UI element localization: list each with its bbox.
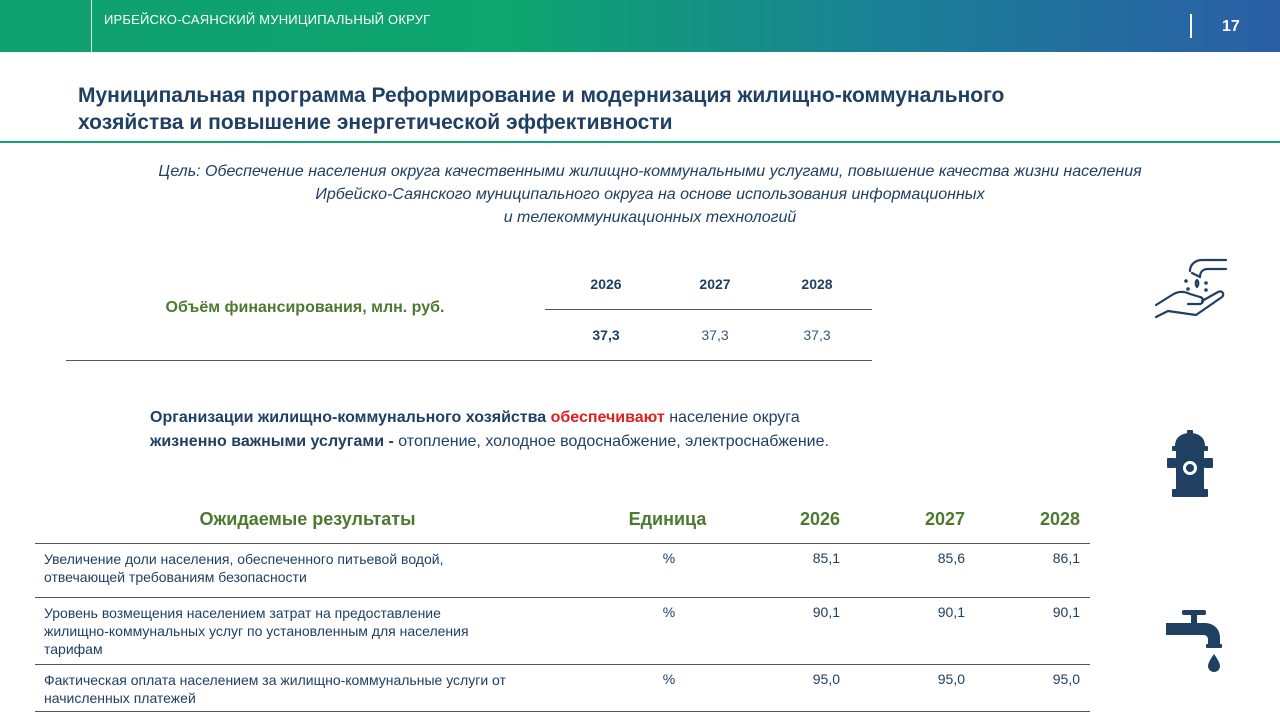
financing-bottom-rule (66, 360, 872, 361)
result-name-line: Фактическая оплата населением за жилищно-коммунальные услуги от (44, 672, 506, 688)
organizations-text (150, 406, 1110, 454)
result-name (44, 604, 584, 658)
results-header-year-3: 2028 (1039, 509, 1080, 529)
result-unit: % (662, 604, 676, 620)
result-value-2028: 90,1 (1052, 604, 1080, 620)
result-name (44, 550, 584, 586)
region-name: ИРБЕЙСКО-САЯНСКИЙ МУНИЦИПАЛЬНЫЙ ОКРУГ (104, 12, 431, 27)
result-name-line: Уровень возмещения населением затрат на предоставление (44, 605, 441, 621)
row-divider (35, 664, 1090, 665)
organizations-highlight: обеспечивают (550, 409, 665, 426)
results-header-name: Ожидаемые результаты (199, 509, 416, 529)
result-value-2028: 95,0 (1052, 671, 1080, 687)
result-name-line: начисленных платежей (44, 690, 196, 706)
page-title-line-1: Муниципальная программа Реформирование и модернизация жилищно-коммунального (78, 84, 1005, 107)
goal-line-3: и телекоммуникационных технологий (503, 209, 797, 226)
title-divider (0, 141, 1280, 143)
results-header-year-1: 2026 (799, 509, 840, 529)
financing-value-3: 37,3 (803, 327, 831, 343)
financing-label: Объём финансирования, млн. руб. (165, 299, 445, 316)
result-value-2026: 95,0 (812, 671, 840, 687)
result-value-2026: 90,1 (812, 604, 840, 620)
result-name (44, 671, 584, 707)
organizations-part-4: отопление, холодное водоснабжение, электроснабжение. (393, 433, 829, 450)
organizations-part-2: население округа (664, 409, 800, 426)
result-value-2027: 85,6 (937, 550, 965, 566)
goal-line-1: Цель: Обеспечение населения округа качественными жилищно-коммунальными услугами, повышение качества жизни населения (158, 163, 1142, 180)
financing-year-3: 2028 (801, 276, 833, 292)
result-value-2027: 90,1 (937, 604, 965, 620)
results-header-rule (35, 543, 1090, 544)
result-name-line: Увеличение доли населения, обеспеченного питьевой водой, (44, 551, 444, 567)
financing-year-2: 2027 (699, 276, 731, 292)
results-header-year-2: 2027 (924, 509, 965, 529)
result-unit: % (662, 671, 676, 687)
goal-text (60, 160, 1240, 229)
result-name-line: жилищно-коммунальных услуг по установленным для населения (44, 623, 469, 639)
goal-line-2: Ирбейско-Саянского муниципального округа на основе использования информационных (315, 186, 985, 203)
organizations-part-3: жизненно важными услугами - (150, 433, 394, 450)
result-unit: % (662, 550, 676, 566)
financing-year-1: 2026 (590, 276, 622, 292)
page-number-divider (1190, 14, 1192, 38)
page-number: 17 (1222, 18, 1240, 35)
table-bottom-rule (35, 711, 1090, 712)
result-value-2026: 85,1 (812, 550, 840, 566)
fire-hydrant-icon (1164, 430, 1216, 505)
results-header-unit: Единица (628, 509, 707, 529)
organizations-part-1: Организации жилищно-коммунального хозяйства (150, 409, 547, 426)
result-value-2028: 86,1 (1052, 550, 1080, 566)
result-value-2027: 95,0 (937, 671, 965, 687)
financing-value-1: 37,3 (592, 327, 620, 343)
result-name-line: отвечающей требованиям безопасности (44, 569, 307, 585)
financing-header-rule (545, 309, 872, 310)
organizations-line-2 (150, 430, 1110, 454)
hand-water-icon (1150, 255, 1230, 330)
result-name-line: тарифам (44, 641, 103, 657)
page-title (78, 82, 1178, 136)
header-divider (91, 0, 92, 52)
page-title-line-2: хозяйства и повышение энергетической эффективности (78, 111, 673, 134)
water-tap-icon (1164, 610, 1226, 685)
row-divider (35, 597, 1090, 598)
organizations-line-1 (150, 406, 1110, 430)
header-bar (0, 0, 1280, 52)
financing-value-2: 37,3 (701, 327, 729, 343)
